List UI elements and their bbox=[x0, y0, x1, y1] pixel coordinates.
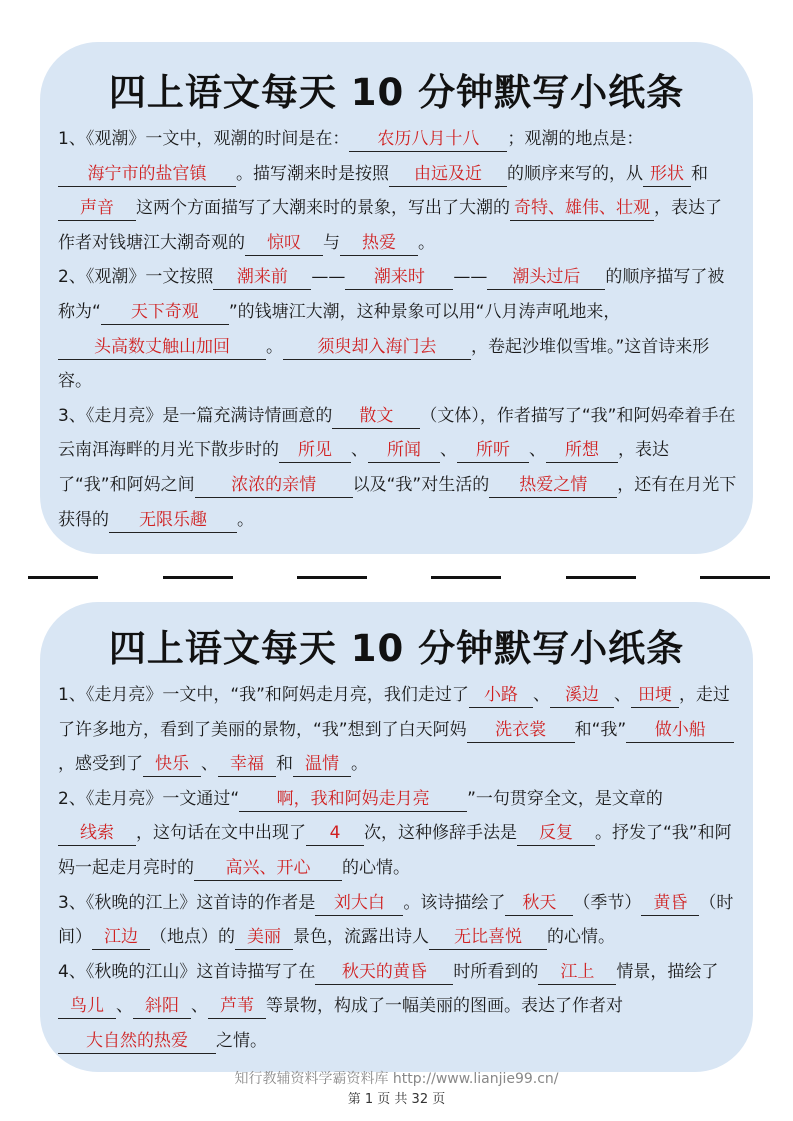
question-text: 1、《走月亮》一文中，“我”和阿妈走月亮，我们走过了 bbox=[58, 685, 469, 705]
question-text: ”一句贯穿全文，是文章的 bbox=[467, 788, 663, 809]
question-text: （时间） bbox=[58, 892, 734, 948]
question-text: 。该诗描绘了 bbox=[403, 892, 506, 913]
card-1-body bbox=[40, 122, 753, 537]
question-text: 3、《走月亮》是一篇充满诗情画意的 bbox=[58, 405, 333, 426]
question-text: —— bbox=[453, 267, 488, 288]
answer-blank: 线索 bbox=[58, 821, 136, 846]
question-text: 的心情。 bbox=[342, 857, 410, 878]
answer-blank: 芦苇 bbox=[208, 994, 266, 1019]
question-text: ，还有在月光下获得的 bbox=[58, 474, 737, 530]
question-text: —— bbox=[311, 267, 346, 288]
question-text: 。 bbox=[237, 509, 254, 530]
answer-blank: 潮来前 bbox=[213, 265, 311, 290]
answer-blank: 小路 bbox=[469, 683, 533, 708]
answer-blank: 潮来时 bbox=[345, 265, 453, 290]
question-text: 次，这种修辞手法是 bbox=[364, 823, 517, 844]
answer-blank: 秋天 bbox=[505, 891, 573, 916]
question-text: 。 bbox=[418, 232, 435, 253]
question-3 bbox=[58, 399, 737, 537]
question-3 bbox=[58, 886, 737, 955]
answer-blank: 斜阳 bbox=[133, 994, 191, 1019]
answer-blank: 潮头过后 bbox=[487, 265, 605, 290]
answer-blank: 洗衣裳 bbox=[467, 718, 575, 743]
answer-blank: 所闻 bbox=[368, 438, 440, 463]
answer-blank: 溪边 bbox=[550, 683, 614, 708]
answer-blank: 热爱 bbox=[340, 231, 418, 256]
answer-blank: 啊，我和阿妈走月亮 bbox=[239, 787, 467, 812]
answer-blank: 美丽 bbox=[235, 925, 293, 950]
card-2-title: 四上语文每天 10 分钟默写小纸条 bbox=[108, 627, 685, 670]
answer-blank: 黄昏 bbox=[641, 891, 699, 916]
question-text: 2、《观潮》一文按照 bbox=[58, 267, 214, 288]
cut-line-dash bbox=[28, 576, 98, 579]
answer-blank: 鸟儿 bbox=[58, 994, 116, 1019]
question-text: 。 bbox=[266, 336, 283, 357]
question-4 bbox=[58, 955, 737, 1059]
answer-blank: 所见 bbox=[279, 438, 351, 463]
question-text: ，表达了作者对钱塘江大潮奇观的 bbox=[58, 198, 722, 253]
answer-blank: 声音 bbox=[58, 196, 136, 221]
question-text: 时所看到的 bbox=[453, 961, 539, 982]
question-text: 、 bbox=[440, 440, 457, 461]
question-text: 。描写潮来时是按照 bbox=[236, 163, 389, 184]
question-text: ，卷起沙堆似雪堆。”这首诗来形容。 bbox=[58, 336, 710, 392]
answer-blank: 奇特、雄伟、壮观 bbox=[510, 196, 654, 221]
answer-blank: 由远及近 bbox=[389, 162, 507, 187]
question-text: ，走过了许多地方，看到了美丽的景物，“我”想到了白天阿妈 bbox=[58, 685, 730, 740]
question-text: 、 bbox=[201, 754, 218, 775]
cut-line-dash bbox=[163, 576, 233, 579]
question-text: 、 bbox=[116, 996, 133, 1017]
answer-blank: 无限乐趣 bbox=[109, 508, 237, 533]
question-text: 和 bbox=[276, 754, 293, 775]
cut-line-dash bbox=[431, 576, 501, 579]
answer-blank: 农历八月十八 bbox=[349, 127, 507, 152]
question-text: 、 bbox=[191, 996, 208, 1017]
answer-blank: 浓浓的亲情 bbox=[195, 473, 353, 498]
watermark-text: 知行教辅资料学霸资料库 http://www.lianjie99.cn/ bbox=[234, 1071, 559, 1087]
question-text: ”的钱塘江大潮，这种景象可以用“八月涛声吼地来， bbox=[228, 301, 621, 322]
question-text: 和 bbox=[691, 163, 708, 184]
answer-blank: 秋天的黄昏 bbox=[315, 960, 453, 985]
answer-blank: 须臾却入海门去 bbox=[283, 335, 471, 360]
card-2-body bbox=[40, 678, 753, 1059]
answer-blank: 幸福 bbox=[218, 752, 276, 777]
answer-blank: 田埂 bbox=[631, 683, 679, 708]
answer-blank: 热爱之情 bbox=[489, 473, 617, 498]
question-text: 与 bbox=[323, 232, 340, 253]
question-text: 等景物，构成了一幅美丽的图画。表达了作者对 bbox=[266, 996, 623, 1017]
answer-blank: 刘大白 bbox=[315, 891, 403, 916]
question-text: 2、《走月亮》一文通过“ bbox=[58, 788, 240, 809]
question-text: 、 bbox=[532, 685, 550, 705]
question-text: ，这句话在文中出现了 bbox=[136, 823, 306, 844]
question-text: 的顺序来写的，从 bbox=[507, 163, 643, 184]
question-text: 这两个方面描写了大潮来时的景象，写出了大潮的 bbox=[136, 198, 510, 219]
answer-blank: 无比喜悦 bbox=[429, 925, 547, 950]
answer-blank: 4 bbox=[306, 821, 364, 846]
answer-blank: 所听 bbox=[457, 438, 529, 463]
answer-blank: 江边 bbox=[92, 925, 150, 950]
question-text: 的心情。 bbox=[547, 927, 615, 948]
answer-blank: 散文 bbox=[332, 404, 420, 429]
worksheet-card-2 bbox=[40, 602, 753, 1072]
question-text: （季节） bbox=[573, 892, 642, 913]
worksheet-card-1 bbox=[40, 42, 753, 554]
question-text: 的顺序描写了被称为“ bbox=[58, 267, 725, 322]
question-text: ，表达了“我”和阿妈之间 bbox=[58, 440, 669, 495]
question-text: 3、《秋晚的江上》这首诗的作者是 bbox=[58, 892, 316, 913]
question-text: 和“我” bbox=[574, 719, 627, 740]
answer-blank: 形状 bbox=[643, 162, 691, 187]
answer-blank: 惊叹 bbox=[245, 231, 323, 256]
page-number: 第 1 页 共 32 页 bbox=[347, 1092, 446, 1107]
question-1 bbox=[58, 678, 737, 782]
question-text: 、 bbox=[351, 440, 368, 461]
answer-blank: 天下奇观 bbox=[101, 300, 229, 325]
question-1 bbox=[58, 122, 737, 260]
question-2 bbox=[58, 260, 737, 398]
answer-blank: 做小船 bbox=[626, 718, 734, 743]
cut-line-dash bbox=[700, 576, 770, 579]
question-text: （文体），作者描写了“我”和阿妈牵着手在云南洱海畔的月光下散步时的 bbox=[58, 405, 736, 461]
question-text: 情景，描绘了 bbox=[616, 961, 719, 982]
question-text: 、 bbox=[529, 440, 546, 461]
question-text: 景色，流露出诗人 bbox=[293, 927, 429, 948]
answer-blank: 大自然的热爱 bbox=[58, 1029, 216, 1054]
answer-blank: 所想 bbox=[546, 438, 618, 463]
question-text: 。抒发了“我”和阿妈一起走月亮时的 bbox=[58, 823, 732, 878]
answer-blank: 头高数丈触山加回 bbox=[58, 335, 266, 360]
cut-line-dash bbox=[566, 576, 636, 579]
question-text: （地点）的 bbox=[150, 927, 235, 948]
card-1-title: 四上语文每天 10 分钟默写小纸条 bbox=[108, 71, 685, 114]
question-text: 之情。 bbox=[216, 1030, 267, 1051]
question-text: 。 bbox=[351, 754, 368, 775]
question-text: ；观潮的地点是： bbox=[507, 129, 644, 149]
answer-blank: 快乐 bbox=[143, 752, 201, 777]
answer-blank: 温情 bbox=[293, 752, 351, 777]
question-text: ，感受到了 bbox=[58, 754, 143, 775]
answer-blank: 海宁市的盐官镇 bbox=[58, 162, 236, 187]
answer-blank: 江上 bbox=[538, 960, 616, 985]
answer-blank: 反复 bbox=[517, 821, 595, 846]
cut-line-dash bbox=[297, 576, 367, 579]
question-text: 4、《秋晚的江山》这首诗描写了在 bbox=[58, 961, 316, 982]
answer-blank: 高兴、开心 bbox=[194, 856, 342, 881]
question-text: 1、《观潮》一文中，观潮的时间是在： bbox=[58, 129, 350, 149]
question-text: 以及“我”对生活的 bbox=[352, 474, 490, 495]
question-2 bbox=[58, 782, 737, 886]
question-text: 、 bbox=[613, 685, 631, 705]
